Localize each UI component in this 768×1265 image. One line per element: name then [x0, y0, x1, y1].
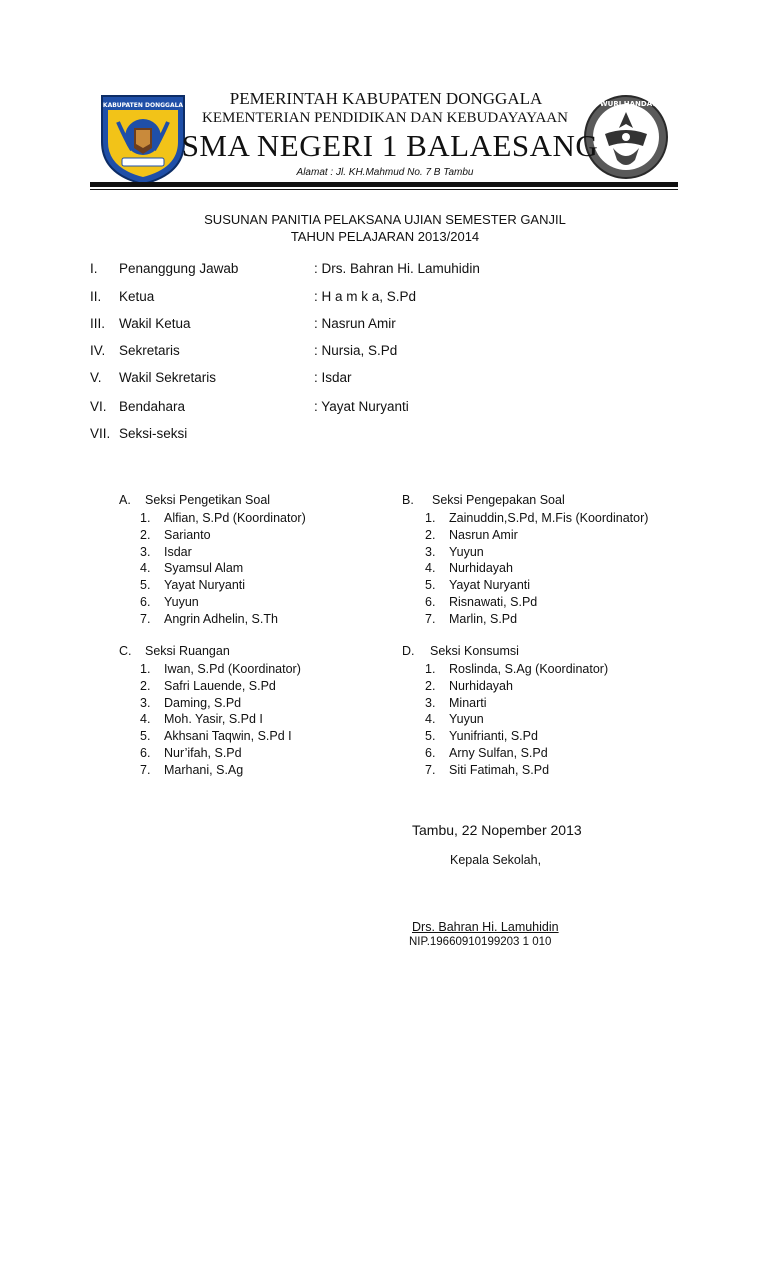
role-number: IV.	[90, 343, 106, 358]
role-number: VII.	[90, 426, 111, 441]
role-value: : Drs. Bahran Hi. Lamuhidin	[314, 261, 480, 276]
list-item: 5. Akhsani Taqwin, S.Pd I	[140, 729, 292, 744]
list-item: 5. Yunifrianti, S.Pd	[425, 729, 538, 744]
header-government: PEMERINTAH KABUPATEN DONGGALA	[229, 89, 543, 108]
list-item: 2. Nasrun Amir	[425, 527, 518, 542]
list-item: 6. Yuyun	[140, 594, 199, 609]
section-letter: A.	[119, 493, 131, 507]
list-item: 7. Angrin Adhelin, S.Th	[140, 611, 278, 626]
section-title: Seksi Pengepakan Soal	[432, 493, 565, 507]
list-item: 3. Minarti	[425, 695, 487, 710]
motto-logo-text: TUT WURI HANDAYANI	[583, 100, 669, 108]
list-item: 4. Nurhidayah	[425, 561, 513, 576]
role-value: : H a m k a, S.Pd	[314, 289, 417, 304]
list-item: 3. Isdar	[140, 544, 192, 559]
section-title: Seksi Pengetikan Soal	[145, 493, 271, 507]
document-title: SUSUNAN PANITIA PELAKSANA UJIAN SEMESTER GANJIL	[204, 212, 566, 227]
signature-position: Kepala Sekolah,	[450, 853, 542, 867]
list-item: 2. Sarianto	[140, 527, 211, 542]
list-item: 3. Daming, S.Pd	[140, 695, 242, 710]
role-label: Seksi-seksi	[119, 426, 188, 441]
section-c-members	[140, 661, 301, 779]
list-item: 4. Syamsul Alam	[140, 561, 244, 576]
list-item: 1. Roslinda, S.Ag (Koordinator)	[425, 662, 609, 676]
role-value: : Isdar	[314, 370, 352, 385]
section-d-members	[425, 661, 608, 779]
svg-text:KABUPATEN DONGGALA: KABUPATEN DONGGALA	[102, 102, 184, 109]
signature-place-date: Tambu, 22 Nopember 2013	[412, 822, 582, 838]
section-b-members	[425, 510, 648, 628]
list-item: 5. Yayat Nuryanti	[425, 578, 531, 593]
role-number: II.	[90, 289, 102, 304]
role-number: III.	[90, 316, 106, 331]
list-item: 7. Marlin, S.Pd	[425, 611, 518, 626]
list-item: 1. Iwan, S.Pd (Koordinator)	[140, 662, 301, 676]
header-divider	[90, 182, 678, 187]
role-label: Penanggung Jawab	[119, 261, 239, 276]
role-value: : Nursia, S.Pd	[314, 343, 398, 358]
role-label: Wakil Sekretaris	[119, 370, 217, 385]
role-label: Ketua	[119, 289, 155, 304]
role-number: V.	[90, 370, 102, 385]
role-value: : Nasrun Amir	[314, 316, 396, 331]
section-letter: D.	[402, 644, 415, 658]
signatory-name: Drs. Bahran Hi. Lamuhidin	[412, 920, 559, 934]
list-item: 7. Marhani, S.Ag	[140, 762, 244, 777]
role-label: Bendahara	[119, 399, 186, 414]
signatory-nip: NIP.19660910199203 1 010	[409, 936, 552, 948]
role-label: Sekretaris	[119, 343, 180, 358]
school-address: Alamat : Jl. KH.Mahmud No. 7 B Tambu	[296, 167, 474, 178]
role-value: : Yayat Nuryanti	[314, 399, 409, 414]
list-item: 2. Safri Lauende, S.Pd	[140, 678, 276, 693]
list-item: 3. Yuyun	[425, 544, 484, 559]
role-number: VI.	[90, 399, 107, 414]
list-item: 7. Siti Fatimah, S.Pd	[425, 762, 550, 777]
section-title: Seksi Ruangan	[145, 644, 230, 658]
role-label: Wakil Ketua	[119, 316, 191, 331]
document-subtitle: TAHUN PELAJARAN 2013/2014	[290, 229, 480, 244]
list-item: 1. Zainuddin,S.Pd, M.Fis (Koordinator)	[425, 511, 649, 525]
list-item: 6. Nur’ifah, S.Pd	[140, 745, 242, 760]
list-item: 6. Risnawati, S.Pd	[425, 594, 538, 609]
section-a-members	[140, 510, 306, 628]
list-item: 5. Yayat Nuryanti	[140, 578, 246, 593]
section-title: Seksi Konsumsi	[430, 644, 519, 658]
list-item: 4. Moh. Yasir, S.Pd I	[140, 712, 263, 727]
list-item: 4. Yuyun	[425, 712, 484, 727]
section-letter: B.	[402, 493, 414, 507]
section-letter: C.	[119, 644, 132, 658]
list-item: 1. Alfian, S.Pd (Koordinator)	[140, 511, 306, 525]
list-item: 6. Arny Sulfan, S.Pd	[425, 745, 548, 760]
role-number: I.	[90, 261, 98, 276]
list-item: 2. Nurhidayah	[425, 678, 513, 693]
header-divider-thin	[90, 189, 678, 190]
header-ministry: KEMENTERIAN PENDIDIKAN DAN KEBUDAYAYAAN	[202, 110, 568, 126]
school-name: SMA NEGERI 1 BALAESANG	[181, 128, 599, 163]
